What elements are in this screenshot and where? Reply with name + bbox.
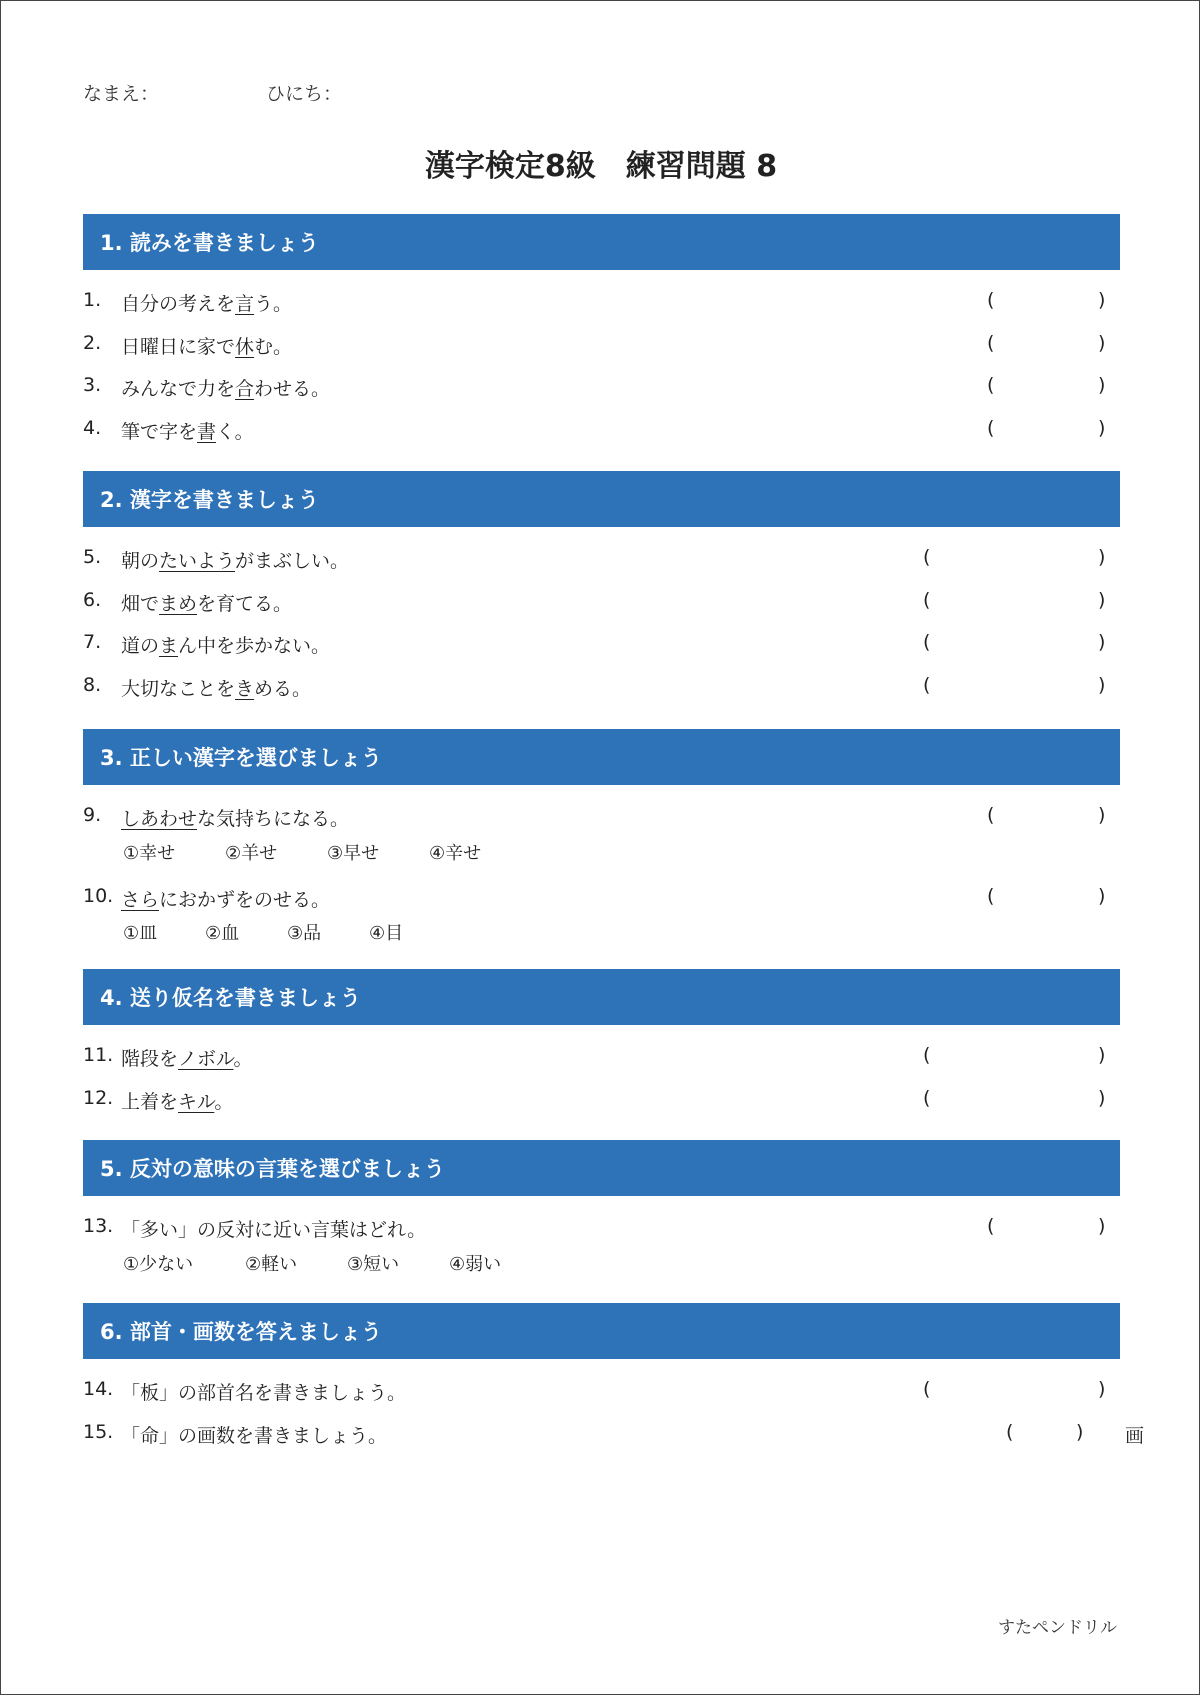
answer-paren-close: ): [1098, 588, 1106, 611]
question-number: 8.: [83, 673, 102, 696]
question-text: 上着をキル。: [121, 1090, 234, 1113]
question-text: 階段をノボル。: [121, 1048, 253, 1070]
answer-paren-open: (: [987, 416, 995, 439]
question-text: 道のまん中を歩かない。: [121, 635, 331, 657]
question-7: [83, 623, 1120, 666]
target-word: まめ: [159, 592, 198, 615]
answer-paren-close: ): [1098, 1086, 1106, 1109]
answer-paren-open: (: [987, 884, 995, 907]
section-choose-kanji: [83, 729, 1120, 953]
target-word: たいよう: [159, 550, 236, 572]
option: ①皿: [123, 923, 158, 944]
question-number: 9.: [83, 804, 102, 826]
question-number: 12.: [83, 1086, 114, 1109]
question-text: 朝のたいようがまぶしい。: [121, 550, 350, 572]
question-text: 「多い」の反対に近い言葉はどれ。: [121, 1219, 427, 1241]
option: ②羊せ: [225, 842, 278, 864]
question-number: 1.: [83, 289, 102, 311]
answer-paren-close: ): [1098, 1215, 1106, 1237]
question-text: しあわせな気持ちになる。: [121, 808, 350, 830]
target-word: 休: [235, 335, 255, 358]
name-date-row: [83, 79, 343, 106]
question-text: さらにおかずをのせる。: [121, 888, 331, 911]
target-word: しあわせ: [121, 808, 198, 830]
question-text: 日曜日に家で休む。: [121, 335, 293, 358]
date-label: ひにち：: [266, 83, 343, 105]
answer-paren-open: (: [1006, 1420, 1014, 1443]
answer-paren-close: ): [1076, 1420, 1084, 1443]
answer-paren-close: ): [1098, 673, 1106, 696]
section-heading: 2. 漢字を書きましょう: [83, 471, 1120, 527]
question-1: [83, 281, 1120, 324]
question-number: 5.: [83, 546, 102, 568]
target-word: 合: [235, 378, 255, 400]
section-heading: 3. 正しい漢字を選びましょう: [83, 729, 1120, 785]
option: ③品: [287, 923, 322, 944]
target-word: 書: [197, 420, 217, 443]
answer-paren-open: (: [987, 804, 995, 826]
question-text: 「板」の部首名を書きましょう。: [121, 1382, 407, 1404]
option: ③短い: [347, 1253, 400, 1275]
answer-paren-open: (: [987, 374, 995, 396]
target-word: ノボル: [178, 1048, 234, 1070]
question-text: 大切なことをきめる。: [121, 677, 312, 700]
option: ②軽い: [245, 1253, 298, 1275]
option: ①幸せ: [123, 842, 176, 864]
question-number: 2.: [83, 331, 102, 354]
answer-paren-open: (: [923, 1044, 931, 1066]
section-heading: 5. 反対の意味の言葉を選びましょう: [83, 1140, 1120, 1196]
target-word: キル: [178, 1090, 215, 1113]
question-15: [83, 1413, 1145, 1456]
answer-paren-open: (: [923, 588, 931, 611]
answer-options: [83, 1250, 1120, 1284]
name-label: なまえ：: [83, 83, 160, 105]
question-13: [83, 1207, 1120, 1250]
question-text: みんなで力を合わせる。: [121, 378, 331, 400]
question-5: [83, 538, 1120, 581]
question-10: [83, 877, 1120, 920]
section-heading: 1. 読みを書きましょう: [83, 214, 1120, 270]
answer-paren-open: (: [987, 289, 995, 311]
question-number: 11.: [83, 1044, 114, 1066]
answer-paren-open: (: [987, 1215, 995, 1237]
question-text: 筆で字を書く。: [121, 420, 254, 443]
question-number: 10.: [83, 884, 114, 907]
question-2: [83, 324, 1120, 367]
question-number: 6.: [83, 588, 102, 611]
answer-paren-close: ): [1098, 631, 1106, 653]
question-3: [83, 366, 1120, 409]
target-word: 言: [235, 293, 255, 315]
answer-paren-close: ): [1098, 546, 1106, 568]
option: ③早せ: [327, 842, 380, 864]
question-text: 「命」の画数を書きましょう。: [121, 1424, 388, 1447]
page-title: 漢字検定8級 練習問題 8: [424, 149, 778, 184]
section-writing: [83, 471, 1120, 708]
answer-options: [83, 839, 1120, 873]
stroke-unit: 画: [1125, 1424, 1145, 1447]
answer-paren-open: (: [923, 631, 931, 653]
option: ②血: [205, 923, 240, 944]
answer-paren-open: (: [923, 1086, 931, 1109]
question-number: 14.: [83, 1378, 114, 1400]
question-8: [83, 666, 1120, 709]
footer-brand: すたペンドリル: [998, 1618, 1117, 1638]
section-radical-strokes: [83, 1303, 1145, 1455]
option: ④弱い: [449, 1253, 502, 1275]
answer-paren-close: ): [1098, 804, 1106, 826]
section-okurigana: [83, 969, 1120, 1121]
question-14: [83, 1370, 1120, 1413]
question-number: 4.: [83, 416, 102, 439]
question-9: [83, 796, 1120, 839]
question-text: 畑でまめを育てる。: [121, 592, 293, 615]
section-reading: [83, 214, 1120, 451]
answer-options: [83, 919, 1120, 953]
section-antonyms: [83, 1140, 1120, 1284]
question-number: 13.: [83, 1215, 114, 1237]
answer-paren-close: ): [1098, 884, 1106, 907]
target-word: ま: [159, 635, 179, 657]
question-number: 3.: [83, 374, 102, 396]
answer-paren-close: ): [1098, 289, 1106, 311]
option: ④辛せ: [429, 842, 482, 864]
target-word: さら: [121, 888, 160, 911]
question-text: 自分の考えを言う。: [121, 293, 293, 315]
answer-paren-open: (: [987, 331, 995, 354]
answer-paren-open: (: [923, 1378, 931, 1400]
question-6: [83, 581, 1120, 624]
question-number: 7.: [83, 631, 102, 653]
question-number: 15.: [83, 1420, 114, 1443]
section-heading: 4. 送り仮名を書きましょう: [83, 969, 1120, 1025]
answer-paren-close: ): [1098, 416, 1106, 439]
answer-paren-close: ): [1098, 331, 1106, 354]
target-word: き: [235, 677, 255, 700]
answer-paren-open: (: [923, 546, 931, 568]
answer-paren-open: (: [923, 673, 931, 696]
answer-paren-close: ): [1098, 1044, 1106, 1066]
question-11: [83, 1036, 1120, 1079]
answer-paren-close: ): [1098, 374, 1106, 396]
section-heading: 6. 部首・画数を答えましょう: [83, 1303, 1120, 1359]
question-12: [83, 1079, 1120, 1122]
option: ①少ない: [123, 1253, 194, 1275]
question-4: [83, 409, 1120, 452]
answer-paren-close: ): [1098, 1378, 1106, 1400]
option: ④目: [369, 923, 404, 944]
